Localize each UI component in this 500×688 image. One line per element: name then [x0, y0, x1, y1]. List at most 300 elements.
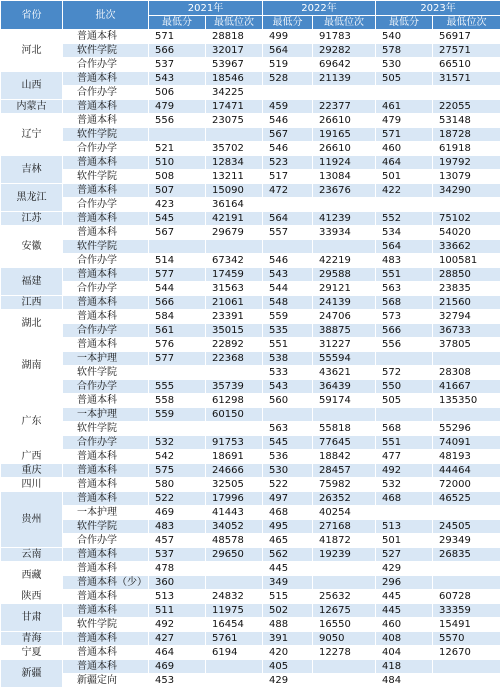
min-score-cell: 532 [376, 478, 433, 492]
header-year-2022: 2022年 [263, 1, 376, 16]
min-rank-cell: 41667 [433, 380, 500, 394]
min-rank-cell: 24139 [313, 296, 376, 310]
min-rank-cell: 36164 [206, 198, 263, 212]
min-rank-cell: 26610 [313, 114, 376, 128]
min-score-cell: 499 [263, 30, 313, 44]
min-rank-cell: 26352 [313, 492, 376, 506]
header-year-2021: 2021年 [149, 1, 263, 16]
min-rank-cell: 23676 [313, 184, 376, 198]
batch-cell: 普通本科 [63, 100, 149, 114]
min-score-cell: 349 [263, 576, 313, 590]
min-score-cell: 479 [376, 114, 433, 128]
min-rank-cell: 13079 [433, 170, 500, 184]
min-score-cell: 484 [376, 674, 433, 688]
table-row [1, 394, 500, 408]
batch-cell: 软件学院 [63, 170, 149, 184]
header-min-rank: 最低位次 [433, 16, 500, 30]
min-score-cell: 501 [376, 170, 433, 184]
min-score-cell: 545 [149, 212, 206, 226]
batch-cell: 软件学院 [63, 366, 149, 380]
province-cell: 云南 [1, 548, 63, 562]
min-rank-cell: 36733 [433, 324, 500, 338]
min-rank-cell: 15090 [206, 184, 263, 198]
min-score-cell: 556 [376, 338, 433, 352]
min-score-cell: 360 [149, 576, 206, 590]
min-score-cell: 460 [376, 618, 433, 632]
header-min-score: 最低分 [263, 16, 313, 30]
province-cell: 辽宁 [1, 114, 63, 156]
table-row [1, 562, 500, 576]
min-rank-cell: 28457 [313, 464, 376, 478]
table-row [1, 114, 500, 128]
batch-cell: 普通本科 [63, 464, 149, 478]
min-rank-cell: 19792 [433, 156, 500, 170]
table-row [1, 240, 500, 254]
min-score-cell: 550 [376, 380, 433, 394]
batch-cell: 软件学院 [63, 520, 149, 534]
min-score-cell: 544 [263, 282, 313, 296]
batch-cell: 普通本科（少） [63, 576, 149, 590]
min-score-cell: 468 [263, 506, 313, 520]
min-score-cell: 535 [263, 324, 313, 338]
batch-cell: 普通本科 [63, 184, 149, 198]
min-score-cell: 464 [149, 646, 206, 660]
min-rank-cell: 9050 [313, 632, 376, 646]
min-score-cell: 566 [149, 296, 206, 310]
min-rank-cell [313, 660, 376, 674]
batch-cell: 合作办学 [63, 198, 149, 212]
min-score-cell: 423 [149, 198, 206, 212]
min-score-cell: 505 [376, 72, 433, 86]
min-score-cell [376, 506, 433, 520]
table-row [1, 184, 500, 198]
table-row [1, 366, 500, 380]
min-score-cell: 584 [149, 310, 206, 324]
min-score-cell: 497 [263, 492, 313, 506]
batch-cell: 一本护理 [63, 408, 149, 422]
min-rank-cell: 5570 [433, 632, 500, 646]
min-score-cell [376, 408, 433, 422]
min-score-cell: 391 [263, 632, 313, 646]
min-score-cell: 445 [376, 604, 433, 618]
min-rank-cell: 135350 [433, 394, 500, 408]
min-rank-cell: 23835 [433, 282, 500, 296]
table-row [1, 548, 500, 562]
table-row [1, 450, 500, 464]
table-row [1, 352, 500, 366]
min-rank-cell: 38875 [313, 324, 376, 338]
min-rank-cell: 67342 [206, 254, 263, 268]
min-rank-cell: 13084 [313, 170, 376, 184]
min-rank-cell [313, 240, 376, 254]
min-score-cell: 427 [149, 632, 206, 646]
min-score-cell: 572 [376, 366, 433, 380]
min-score-cell: 445 [376, 590, 433, 604]
min-rank-cell: 18546 [206, 72, 263, 86]
table-header [1, 1, 500, 30]
min-score-cell: 536 [263, 450, 313, 464]
min-rank-cell: 60728 [433, 590, 500, 604]
batch-cell: 普通本科 [63, 590, 149, 604]
min-rank-cell: 56917 [433, 30, 500, 44]
min-score-cell: 546 [263, 114, 313, 128]
min-score-cell: 521 [149, 142, 206, 156]
min-score-cell: 477 [376, 450, 433, 464]
batch-cell: 软件学院 [63, 128, 149, 142]
min-rank-cell [206, 660, 263, 674]
batch-cell: 普通本科 [63, 212, 149, 226]
min-rank-cell: 61918 [433, 142, 500, 156]
min-rank-cell [313, 562, 376, 576]
min-rank-cell [433, 660, 500, 674]
min-rank-cell: 33662 [433, 240, 500, 254]
table-row [1, 212, 500, 226]
min-score-cell [376, 198, 433, 212]
table-row [1, 44, 500, 58]
min-rank-cell: 42219 [313, 254, 376, 268]
batch-cell: 新疆定向 [63, 674, 149, 688]
min-rank-cell: 27571 [433, 44, 500, 58]
min-rank-cell: 41239 [313, 212, 376, 226]
batch-cell: 合作办学 [63, 142, 149, 156]
min-score-cell: 508 [149, 170, 206, 184]
min-rank-cell: 21061 [206, 296, 263, 310]
min-rank-cell [433, 86, 500, 100]
min-score-cell: 495 [263, 520, 313, 534]
min-rank-cell: 77645 [313, 436, 376, 450]
min-score-cell: 534 [376, 226, 433, 240]
min-score-cell: 492 [376, 464, 433, 478]
min-rank-cell [433, 674, 500, 688]
min-score-cell: 453 [149, 674, 206, 688]
batch-cell: 一本护理 [63, 352, 149, 366]
min-rank-cell: 23075 [206, 114, 263, 128]
header-min-rank: 最低位次 [206, 16, 263, 30]
min-rank-cell [206, 576, 263, 590]
min-score-cell: 564 [263, 212, 313, 226]
min-rank-cell: 55296 [433, 422, 500, 436]
batch-cell: 普通本科 [63, 394, 149, 408]
table-row [1, 282, 500, 296]
min-rank-cell [433, 408, 500, 422]
table-row [1, 156, 500, 170]
min-rank-cell: 12670 [433, 646, 500, 660]
min-rank-cell: 27168 [313, 520, 376, 534]
province-cell: 新疆 [1, 660, 63, 688]
province-cell: 宁夏 [1, 646, 63, 660]
min-rank-cell [206, 422, 263, 436]
table-row [1, 268, 500, 282]
min-score-cell: 465 [263, 534, 313, 548]
min-rank-cell: 21139 [313, 72, 376, 86]
batch-cell: 合作办学 [63, 254, 149, 268]
min-rank-cell: 46525 [433, 492, 500, 506]
table-row [1, 576, 500, 590]
province-cell: 江苏 [1, 212, 63, 226]
min-score-cell: 580 [149, 478, 206, 492]
min-rank-cell: 35702 [206, 142, 263, 156]
province-cell: 重庆 [1, 464, 63, 478]
min-score-cell: 544 [149, 282, 206, 296]
table-row [1, 436, 500, 450]
min-score-cell: 483 [376, 254, 433, 268]
province-cell: 陕西 [1, 590, 63, 604]
min-score-cell: 519 [263, 58, 313, 72]
batch-cell: 普通本科 [63, 632, 149, 646]
province-cell: 四川 [1, 478, 63, 492]
table-row [1, 128, 500, 142]
batch-cell: 普通本科 [63, 268, 149, 282]
min-score-cell [263, 408, 313, 422]
min-rank-cell: 48578 [206, 534, 263, 548]
province-cell: 内蒙古 [1, 100, 63, 114]
min-rank-cell: 59174 [313, 394, 376, 408]
min-rank-cell [313, 86, 376, 100]
province-cell: 吉林 [1, 156, 63, 184]
min-rank-cell [433, 352, 500, 366]
min-rank-cell: 24505 [433, 520, 500, 534]
min-score-cell: 548 [263, 296, 313, 310]
min-score-cell: 530 [263, 464, 313, 478]
min-score-cell: 543 [263, 268, 313, 282]
table-row [1, 310, 500, 324]
min-score-cell: 538 [263, 352, 313, 366]
min-rank-cell: 32505 [206, 478, 263, 492]
batch-cell: 合作办学 [63, 324, 149, 338]
batch-cell: 普通本科 [63, 226, 149, 240]
min-rank-cell: 22892 [206, 338, 263, 352]
min-score-cell: 457 [149, 534, 206, 548]
min-score-cell: 566 [149, 44, 206, 58]
min-rank-cell: 31227 [313, 338, 376, 352]
table-row [1, 506, 500, 520]
min-score-cell: 567 [149, 226, 206, 240]
min-rank-cell [206, 366, 263, 380]
min-rank-cell: 100581 [433, 254, 500, 268]
min-score-cell: 530 [376, 58, 433, 72]
province-cell: 安徽 [1, 226, 63, 268]
min-rank-cell: 19165 [313, 128, 376, 142]
min-rank-cell: 17459 [206, 268, 263, 282]
min-score-cell: 488 [263, 618, 313, 632]
min-score-cell: 561 [149, 324, 206, 338]
min-score-cell: 523 [263, 156, 313, 170]
min-rank-cell: 26610 [313, 142, 376, 156]
min-rank-cell: 35739 [206, 380, 263, 394]
min-rank-cell: 28308 [433, 366, 500, 380]
min-score-cell: 575 [149, 464, 206, 478]
min-rank-cell: 12675 [313, 604, 376, 618]
min-score-cell: 513 [149, 590, 206, 604]
min-rank-cell: 18842 [313, 450, 376, 464]
min-rank-cell: 11924 [313, 156, 376, 170]
table-row [1, 408, 500, 422]
table-row [1, 226, 500, 240]
min-rank-cell: 6194 [206, 646, 263, 660]
table-row [1, 30, 500, 44]
min-rank-cell: 24666 [206, 464, 263, 478]
min-score-cell: 577 [149, 268, 206, 282]
table-row [1, 660, 500, 674]
min-score-cell: 418 [376, 660, 433, 674]
min-score-cell: 405 [263, 660, 313, 674]
min-rank-cell: 53967 [206, 58, 263, 72]
province-cell: 山西 [1, 72, 63, 100]
min-rank-cell: 29349 [433, 534, 500, 548]
min-rank-cell [206, 562, 263, 576]
header-batch: 批次 [63, 1, 149, 30]
batch-cell: 合作办学 [63, 534, 149, 548]
province-cell: 湖南 [1, 338, 63, 394]
min-rank-cell: 19239 [313, 548, 376, 562]
min-rank-cell [313, 198, 376, 212]
table-row [1, 198, 500, 212]
min-rank-cell [313, 576, 376, 590]
batch-cell: 普通本科 [63, 30, 149, 44]
min-rank-cell [206, 240, 263, 254]
min-score-cell: 559 [263, 310, 313, 324]
min-rank-cell: 29121 [313, 282, 376, 296]
header-province: 省份 [1, 1, 63, 30]
min-score-cell: 568 [376, 422, 433, 436]
min-rank-cell: 25632 [313, 590, 376, 604]
table-row [1, 464, 500, 478]
header-min-score: 最低分 [376, 16, 433, 30]
table-row [1, 618, 500, 632]
min-rank-cell: 60150 [206, 408, 263, 422]
province-cell: 广东 [1, 394, 63, 450]
min-score-cell [263, 240, 313, 254]
min-score-cell: 469 [149, 660, 206, 674]
table-row [1, 422, 500, 436]
batch-cell: 普通本科 [63, 72, 149, 86]
batch-cell: 普通本科 [63, 114, 149, 128]
min-score-cell: 522 [263, 478, 313, 492]
min-score-cell: 551 [376, 436, 433, 450]
min-rank-cell: 31571 [433, 72, 500, 86]
min-rank-cell: 21560 [433, 296, 500, 310]
batch-cell: 普通本科 [63, 492, 149, 506]
min-rank-cell: 28818 [206, 30, 263, 44]
min-score-cell: 532 [149, 436, 206, 450]
min-rank-cell: 41872 [313, 534, 376, 548]
table-row [1, 646, 500, 660]
min-rank-cell: 16550 [313, 618, 376, 632]
table-row [1, 86, 500, 100]
min-rank-cell: 91753 [206, 436, 263, 450]
min-score-cell: 573 [376, 310, 433, 324]
min-score-cell: 564 [376, 240, 433, 254]
header-year-2023: 2023年 [376, 1, 500, 16]
province-cell: 黑龙江 [1, 184, 63, 212]
min-score-cell: 445 [263, 562, 313, 576]
batch-cell: 合作办学 [63, 380, 149, 394]
min-score-cell: 563 [263, 422, 313, 436]
batch-cell: 普通本科 [63, 296, 149, 310]
batch-cell: 普通本科 [63, 310, 149, 324]
min-score-cell: 545 [263, 436, 313, 450]
min-rank-cell: 24706 [313, 310, 376, 324]
min-rank-cell: 55818 [313, 422, 376, 436]
min-rank-cell: 11975 [206, 604, 263, 618]
table-row [1, 254, 500, 268]
min-score-cell: 555 [149, 380, 206, 394]
table-row [1, 58, 500, 72]
batch-cell: 普通本科 [63, 478, 149, 492]
min-rank-cell: 61298 [206, 394, 263, 408]
min-score-cell: 571 [149, 30, 206, 44]
min-score-cell: 567 [263, 128, 313, 142]
min-rank-cell: 34052 [206, 520, 263, 534]
batch-cell: 软件学院 [63, 44, 149, 58]
batch-cell: 合作办学 [63, 282, 149, 296]
min-score-cell: 478 [149, 562, 206, 576]
min-score-cell: 546 [263, 254, 313, 268]
min-rank-cell [206, 128, 263, 142]
min-score-cell: 514 [149, 254, 206, 268]
min-rank-cell: 18728 [433, 128, 500, 142]
min-score-cell: 461 [376, 100, 433, 114]
province-cell: 河北 [1, 30, 63, 72]
min-score-cell: 559 [149, 408, 206, 422]
min-rank-cell: 29282 [313, 44, 376, 58]
min-score-cell: 563 [376, 282, 433, 296]
min-score-cell: 483 [149, 520, 206, 534]
min-score-cell: 571 [376, 128, 433, 142]
min-score-cell: 510 [149, 156, 206, 170]
min-score-cell [263, 198, 313, 212]
min-rank-cell: 36439 [313, 380, 376, 394]
min-rank-cell: 26835 [433, 548, 500, 562]
min-score-cell: 502 [263, 604, 313, 618]
min-score-cell: 528 [263, 72, 313, 86]
province-cell: 西藏 [1, 562, 63, 590]
min-score-cell: 542 [149, 450, 206, 464]
min-rank-cell: 37805 [433, 338, 500, 352]
min-score-cell: 533 [263, 366, 313, 380]
min-score-cell [149, 240, 206, 254]
min-score-cell: 429 [263, 674, 313, 688]
province-cell: 湖北 [1, 310, 63, 338]
min-rank-cell: 35015 [206, 324, 263, 338]
province-cell: 青海 [1, 632, 63, 646]
min-rank-cell: 33359 [433, 604, 500, 618]
min-score-cell: 506 [149, 86, 206, 100]
min-rank-cell: 24832 [206, 590, 263, 604]
table-row [1, 142, 500, 156]
min-rank-cell [313, 674, 376, 688]
min-score-cell: 515 [263, 590, 313, 604]
batch-cell: 合作办学 [63, 86, 149, 100]
min-score-cell: 517 [263, 170, 313, 184]
min-rank-cell: 29679 [206, 226, 263, 240]
min-rank-cell: 34290 [433, 184, 500, 198]
min-score-cell: 578 [376, 44, 433, 58]
min-score-cell [149, 366, 206, 380]
batch-cell: 合作办学 [63, 436, 149, 450]
header-min-rank: 最低位次 [313, 16, 376, 30]
table-row [1, 170, 500, 184]
min-rank-cell: 31563 [206, 282, 263, 296]
min-rank-cell: 22368 [206, 352, 263, 366]
batch-cell: 软件学院 [63, 422, 149, 436]
header-min-score: 最低分 [149, 16, 206, 30]
min-score-cell: 501 [376, 534, 433, 548]
min-rank-cell: 74091 [433, 436, 500, 450]
min-score-cell: 479 [149, 100, 206, 114]
min-score-cell: 566 [376, 324, 433, 338]
min-score-cell: 511 [149, 604, 206, 618]
